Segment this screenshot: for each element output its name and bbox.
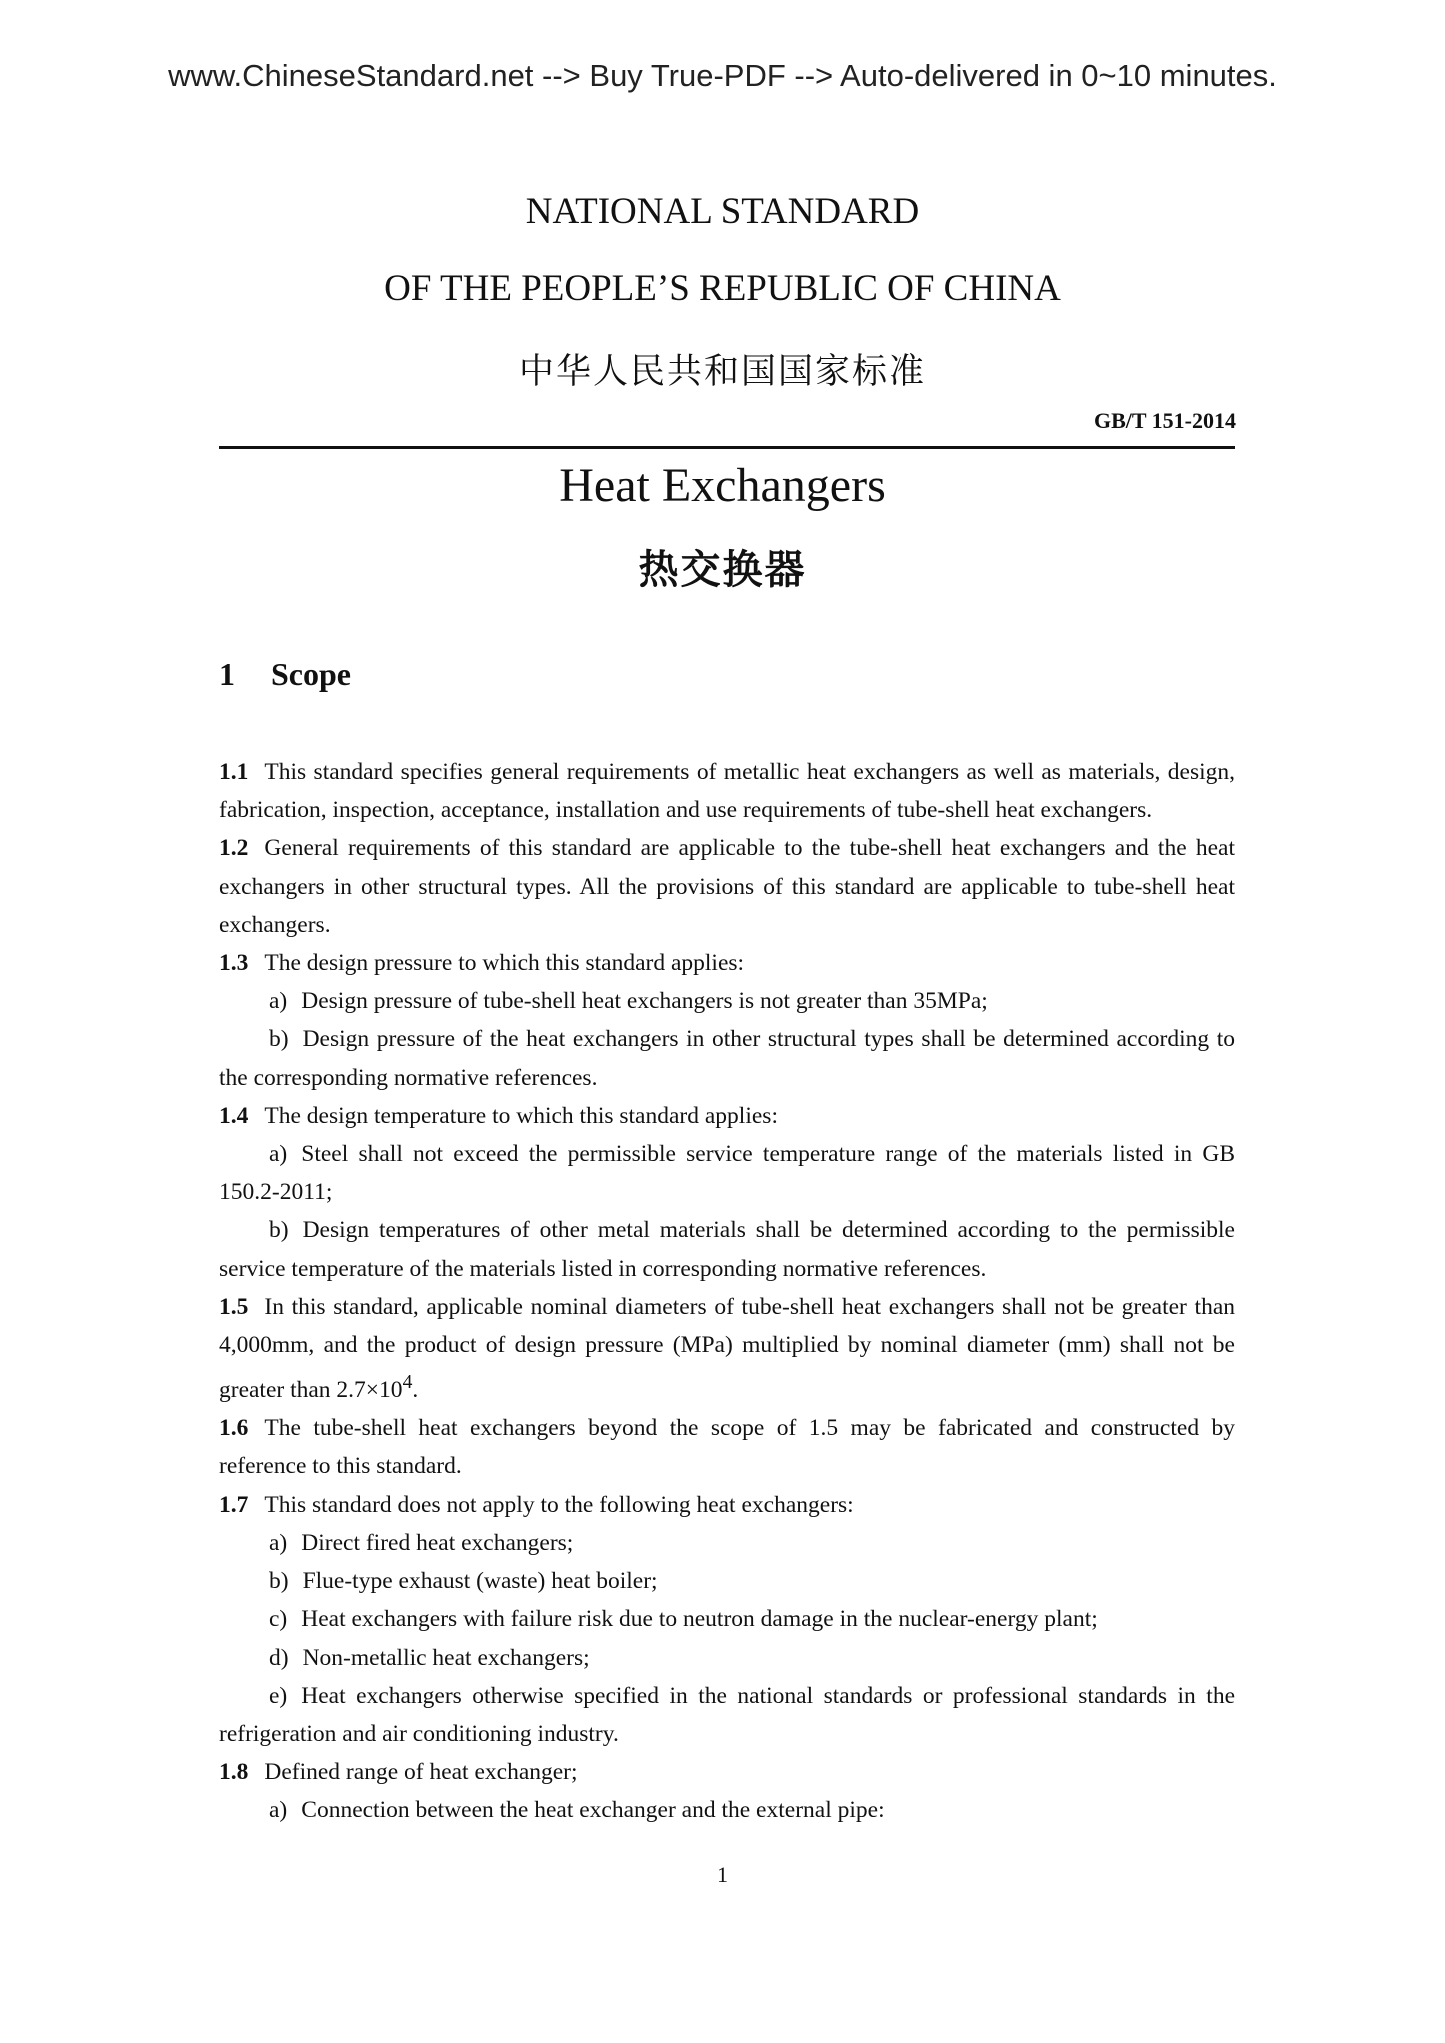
clause-number: 1.1 xyxy=(219,759,249,785)
clause-1-4-b xyxy=(219,1211,1235,1287)
clause-1-2 xyxy=(219,829,1235,944)
clause-1-4 xyxy=(219,1097,1235,1135)
section-heading xyxy=(219,656,351,693)
section-number: 1 xyxy=(219,656,235,692)
item-text: Design temperatures of other metal materials shall be determined according to the permissible service temperature of the materials listed in corresponding normative references. xyxy=(219,1217,1235,1282)
header-national-standard: NATIONAL STANDARD xyxy=(525,191,920,232)
section-title: Scope xyxy=(271,656,351,692)
clause-1-7-c xyxy=(219,1600,1235,1638)
clause-1-7-e xyxy=(219,1677,1235,1753)
clause-1-7-a xyxy=(219,1524,1235,1562)
clause-1-3-b xyxy=(219,1020,1235,1096)
clause-text: Defined range of heat exchanger; xyxy=(264,1759,578,1786)
item-letter: a) xyxy=(269,1141,288,1168)
document-body xyxy=(219,753,1235,1830)
clause-1-6 xyxy=(219,1409,1235,1485)
exponent: 4 xyxy=(402,1372,413,1394)
item-letter: c) xyxy=(269,1606,288,1633)
item-text: Flue-type exhaust (waste) heat boiler; xyxy=(302,1568,658,1595)
document-title-chinese: 热交换器 xyxy=(638,547,807,593)
item-text: Non-metallic heat exchangers; xyxy=(302,1644,590,1671)
clause-number: 1.4 xyxy=(219,1102,249,1129)
header-chinese: 中华人民共和国国家标准 xyxy=(518,352,926,392)
item-text: Design pressure of tube-shell heat exchangers is not greater than 35MPa; xyxy=(301,988,988,1015)
clause-1-5 xyxy=(219,1288,1235,1409)
item-letter: d) xyxy=(269,1644,289,1671)
document-title: Heat Exchangers xyxy=(559,459,886,512)
clause-1-4-a xyxy=(219,1135,1235,1211)
clause-text: The tube-shell heat exchangers beyond the scope of 1.5 may be fabricated and constructed by reference to this standard. xyxy=(219,1415,1235,1480)
clause-number: 1.5 xyxy=(219,1293,249,1320)
item-letter: a) xyxy=(269,1797,288,1824)
page-number: 1 xyxy=(717,1862,728,1887)
item-text: Steel shall not exceed the permissible service temperature range of the materials listed in GB 150.2-2011; xyxy=(219,1141,1235,1206)
clause-1-7-d xyxy=(219,1639,1235,1677)
clause-1-7-b xyxy=(219,1562,1235,1600)
clause-text: General requirements of this standard are applicable to the tube-shell heat exchangers and the heat exchangers in other structural types. All the provisions of this standard are applicable to tube-shell heat exchangers. xyxy=(219,835,1235,938)
clause-text: The design pressure to which this standard applies: xyxy=(264,950,745,977)
clause-text: This standard specifies general requirements of metallic heat exchangers as well as materials, design, fabrication, inspection, acceptance, installation and use requirements of tube-shell heat exchangers. xyxy=(219,759,1235,824)
item-letter: e) xyxy=(269,1682,288,1709)
header-country: OF THE PEOPLE’S REPUBLIC OF CHINA xyxy=(384,268,1061,309)
item-text: Heat exchangers otherwise specified in the national standards or professional standards in the refrigeration and air conditioning industry. xyxy=(219,1682,1235,1747)
clause-1-3-a xyxy=(219,982,1235,1020)
clause-tail: . xyxy=(412,1377,419,1404)
item-text: Direct fired heat exchangers; xyxy=(301,1529,574,1556)
promo-banner: www.ChineseStandard.net --> Buy True-PDF --> Auto-delivered in 0~10 minutes. xyxy=(168,58,1277,93)
clause-number: 1.7 xyxy=(219,1491,249,1518)
clause-1-1 xyxy=(219,753,1235,829)
item-letter: b) xyxy=(269,1026,289,1053)
clause-text: The design temperature to which this standard applies: xyxy=(264,1102,778,1129)
item-text: Design pressure of the heat exchangers in other structural types shall be determined according to the corresponding normative references. xyxy=(219,1026,1235,1091)
clause-1-8-a xyxy=(219,1791,1235,1829)
clause-text: This standard does not apply to the following heat exchangers: xyxy=(264,1491,854,1518)
item-text: Heat exchangers with failure risk due to neutron damage in the nuclear-energy plant; xyxy=(301,1606,1098,1633)
clause-1-3 xyxy=(219,944,1235,982)
item-letter: b) xyxy=(269,1568,289,1595)
clause-number: 1.8 xyxy=(219,1759,249,1786)
clause-number: 1.2 xyxy=(219,835,249,862)
clause-1-7 xyxy=(219,1486,1235,1524)
clause-number: 1.3 xyxy=(219,950,249,977)
item-letter: a) xyxy=(269,1529,288,1556)
clause-1-8 xyxy=(219,1753,1235,1791)
item-letter: a) xyxy=(269,988,288,1015)
item-text: Connection between the heat exchanger and the external pipe: xyxy=(301,1797,885,1824)
clause-text: In this standard, applicable nominal diameters of tube-shell heat exchangers shall not be greater than 4,000mm, and the product of design pressure (MPa) multiplied by nominal diameter (mm) shall not be greater than 2.7×10 xyxy=(219,1293,1235,1404)
item-letter: b) xyxy=(269,1217,289,1244)
clause-number: 1.6 xyxy=(219,1415,249,1442)
header-rule xyxy=(219,446,1235,449)
standard-number: GB/T 151-2014 xyxy=(1093,408,1236,433)
